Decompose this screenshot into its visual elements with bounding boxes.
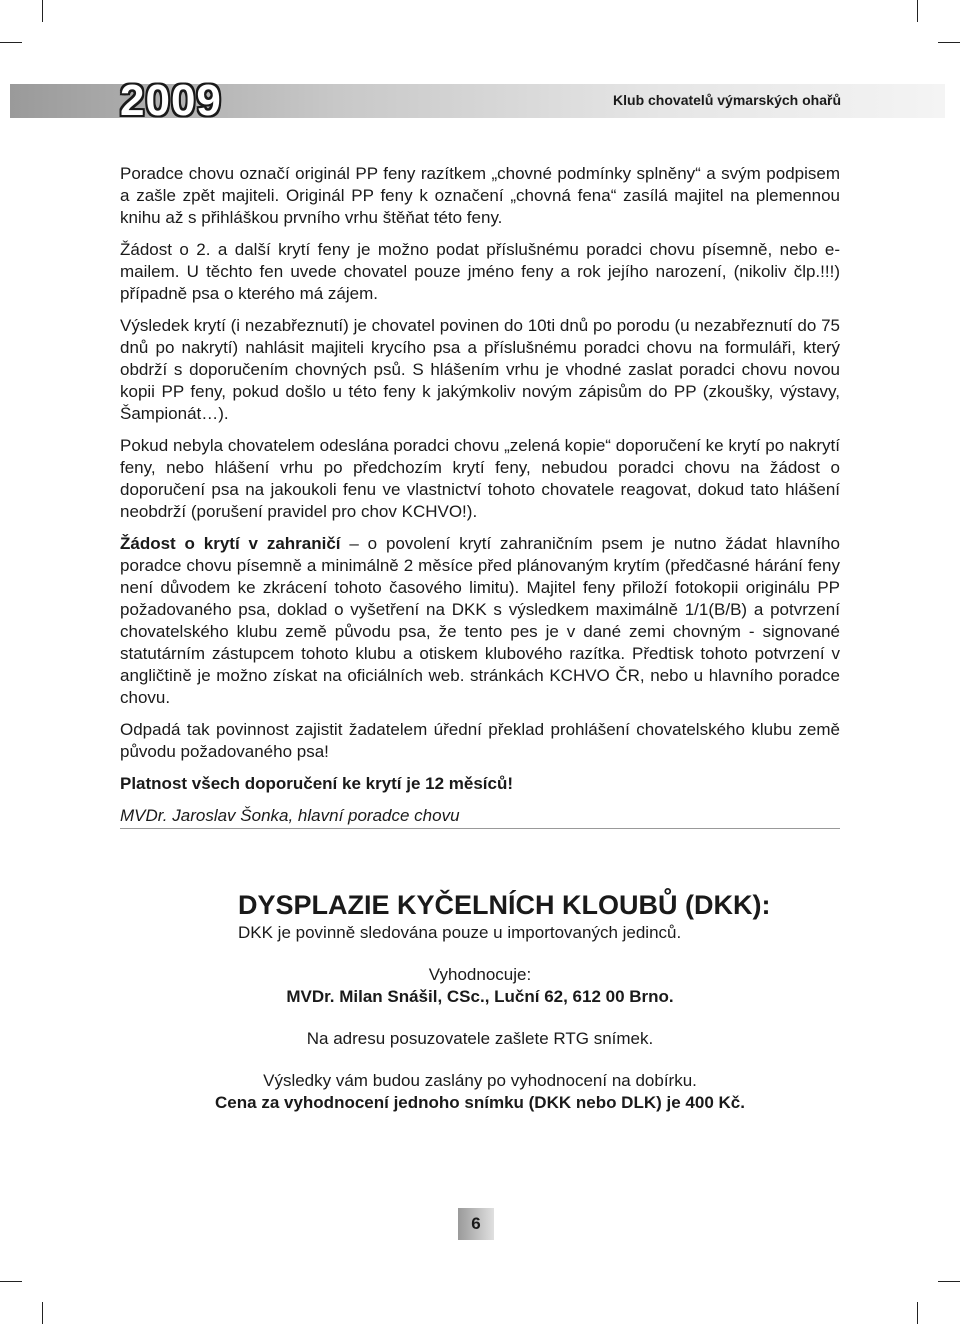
validity-note: Platnost všech doporučení ke krytí je 12 měsíců! [120,774,514,793]
spacer [120,1050,840,1070]
crop-mark [938,1281,960,1282]
spacer [120,944,840,964]
paragraph: Odpadá tak povinnost zajistit žadatelem úřední překlad prohlášení chovatelského klubu země původu požadovaného psa! [120,720,840,761]
crop-mark [917,1302,918,1324]
crop-mark [938,42,960,43]
paragraph-foreign-mating [120,533,840,709]
paragraph: Výsledek krytí (i nezabřeznutí) je chovatel povinen do 10ti dnů po porodu (u nezabřeznutí do 75 dnů po nakrytí) nahlásit majiteli krycího psa a příslušnému poradci chovu na formuláři, který obdrží s doporučením chovných psů. S hlášením vrhu je vhodné zaslat poradci chovu novou kopii PP feny, pokud došlo u této feny k jakýmkoliv novým zápisům do PP (zkoušky, výstavy, Šampionát…). [120,316,840,423]
dkk-eval-label: Vyhodnocuje: [428,965,532,984]
main-text [120,163,840,837]
dkk-price: Cena za vyhodnocení jednoho snímku (DKK nebo DLK) je 400 Kč. [215,1093,745,1112]
crop-mark [42,1302,43,1324]
dkk-section [120,888,840,1114]
paragraph: Poradce chovu označí originál PP feny razítkem „chovné podmínky splněny“ a svým podpisem a zašle zpět majiteli. Originál PP feny k označení „chovná fena“ zasílá majitel na plemennou knihu až s přihláškou prvního vrhu štěňat této feny. [120,164,840,227]
crop-mark [42,0,43,22]
paragraph: Žádost o 2. a další krytí feny je možno podat příslušnému poradci chovu písemně, nebo e-mailem. U těchto fen uvede chovatel pouze jméno feny a rok jejího narození, (nikoliv člp.!!!) případně psa o kterého má zájem. [120,240,840,303]
dkk-results: Výsledky vám budou zaslány po vyhodnocení na dobírku. [263,1071,697,1090]
dkk-send: Na adresu posuzovatele zašlete RTG snímek. [306,1029,654,1048]
divider [120,828,840,829]
dkk-eval-address: MVDr. Milan Snášil, CSc., Luční 62, 612 00 Brno. [286,987,674,1006]
crop-mark [917,0,918,22]
dkk-heading: DYSPLAZIE KYČELNÍCH KLOUBŮ (DKK): [238,890,771,920]
dkk-subheading: DKK je povinně sledována pouze u importovaných jedinců. [238,923,682,942]
crop-mark [0,42,22,43]
paragraph-lead: Žádost o krytí v zahraničí [120,534,341,553]
paragraph: Pokud nebyla chovatelem odeslána poradci chovu „zelená kopie“ doporučení ke krytí po nakrytí feny, nebo hlášení vrhu po předchozím krytí feny, nebudou poradci chovu na žádost o doporučení psa na jakoukoli fenu ve vlastnictví tohoto chovatele reagovat, dokud tato hlášení neobdrží (porušení pravidel pro chov KCHVO!). [120,436,840,521]
page-number: 6 [458,1208,494,1240]
crop-mark [0,1281,22,1282]
spacer [120,1008,840,1028]
signature: MVDr. Jaroslav Šonka, hlavní poradce chovu [120,806,460,825]
paragraph-body: – o povolení krytí zahraničním psem je nutno žádat hlavního poradce chovu písemně a minimálně 2 měsíce před plánovaným krytím (předčasné hárání feny není důvodem ke zkrácení tohoto časového limitu). Majitel feny přiloží fotokopii originálu PP požadovaného psa, doklad o vyšetření na DKK s výsledkem maximálně 1/1(B/B) a potvrzení chovatelského klubu země původu psa, že tento pes je v dané zemi chovným - signované statutárním zástupcem tohoto klubu a otiskem klubového razítka. Předtisk tohoto potvrzení v angličtině je možno získat na oficiálních web. stránkách KCHVO ČR, nebo u hlavního poradce chovu. [120,534,841,707]
header-club-name: Klub chovatelů výmarských ohařů [613,92,841,108]
header-year: 2009 [120,76,222,125]
